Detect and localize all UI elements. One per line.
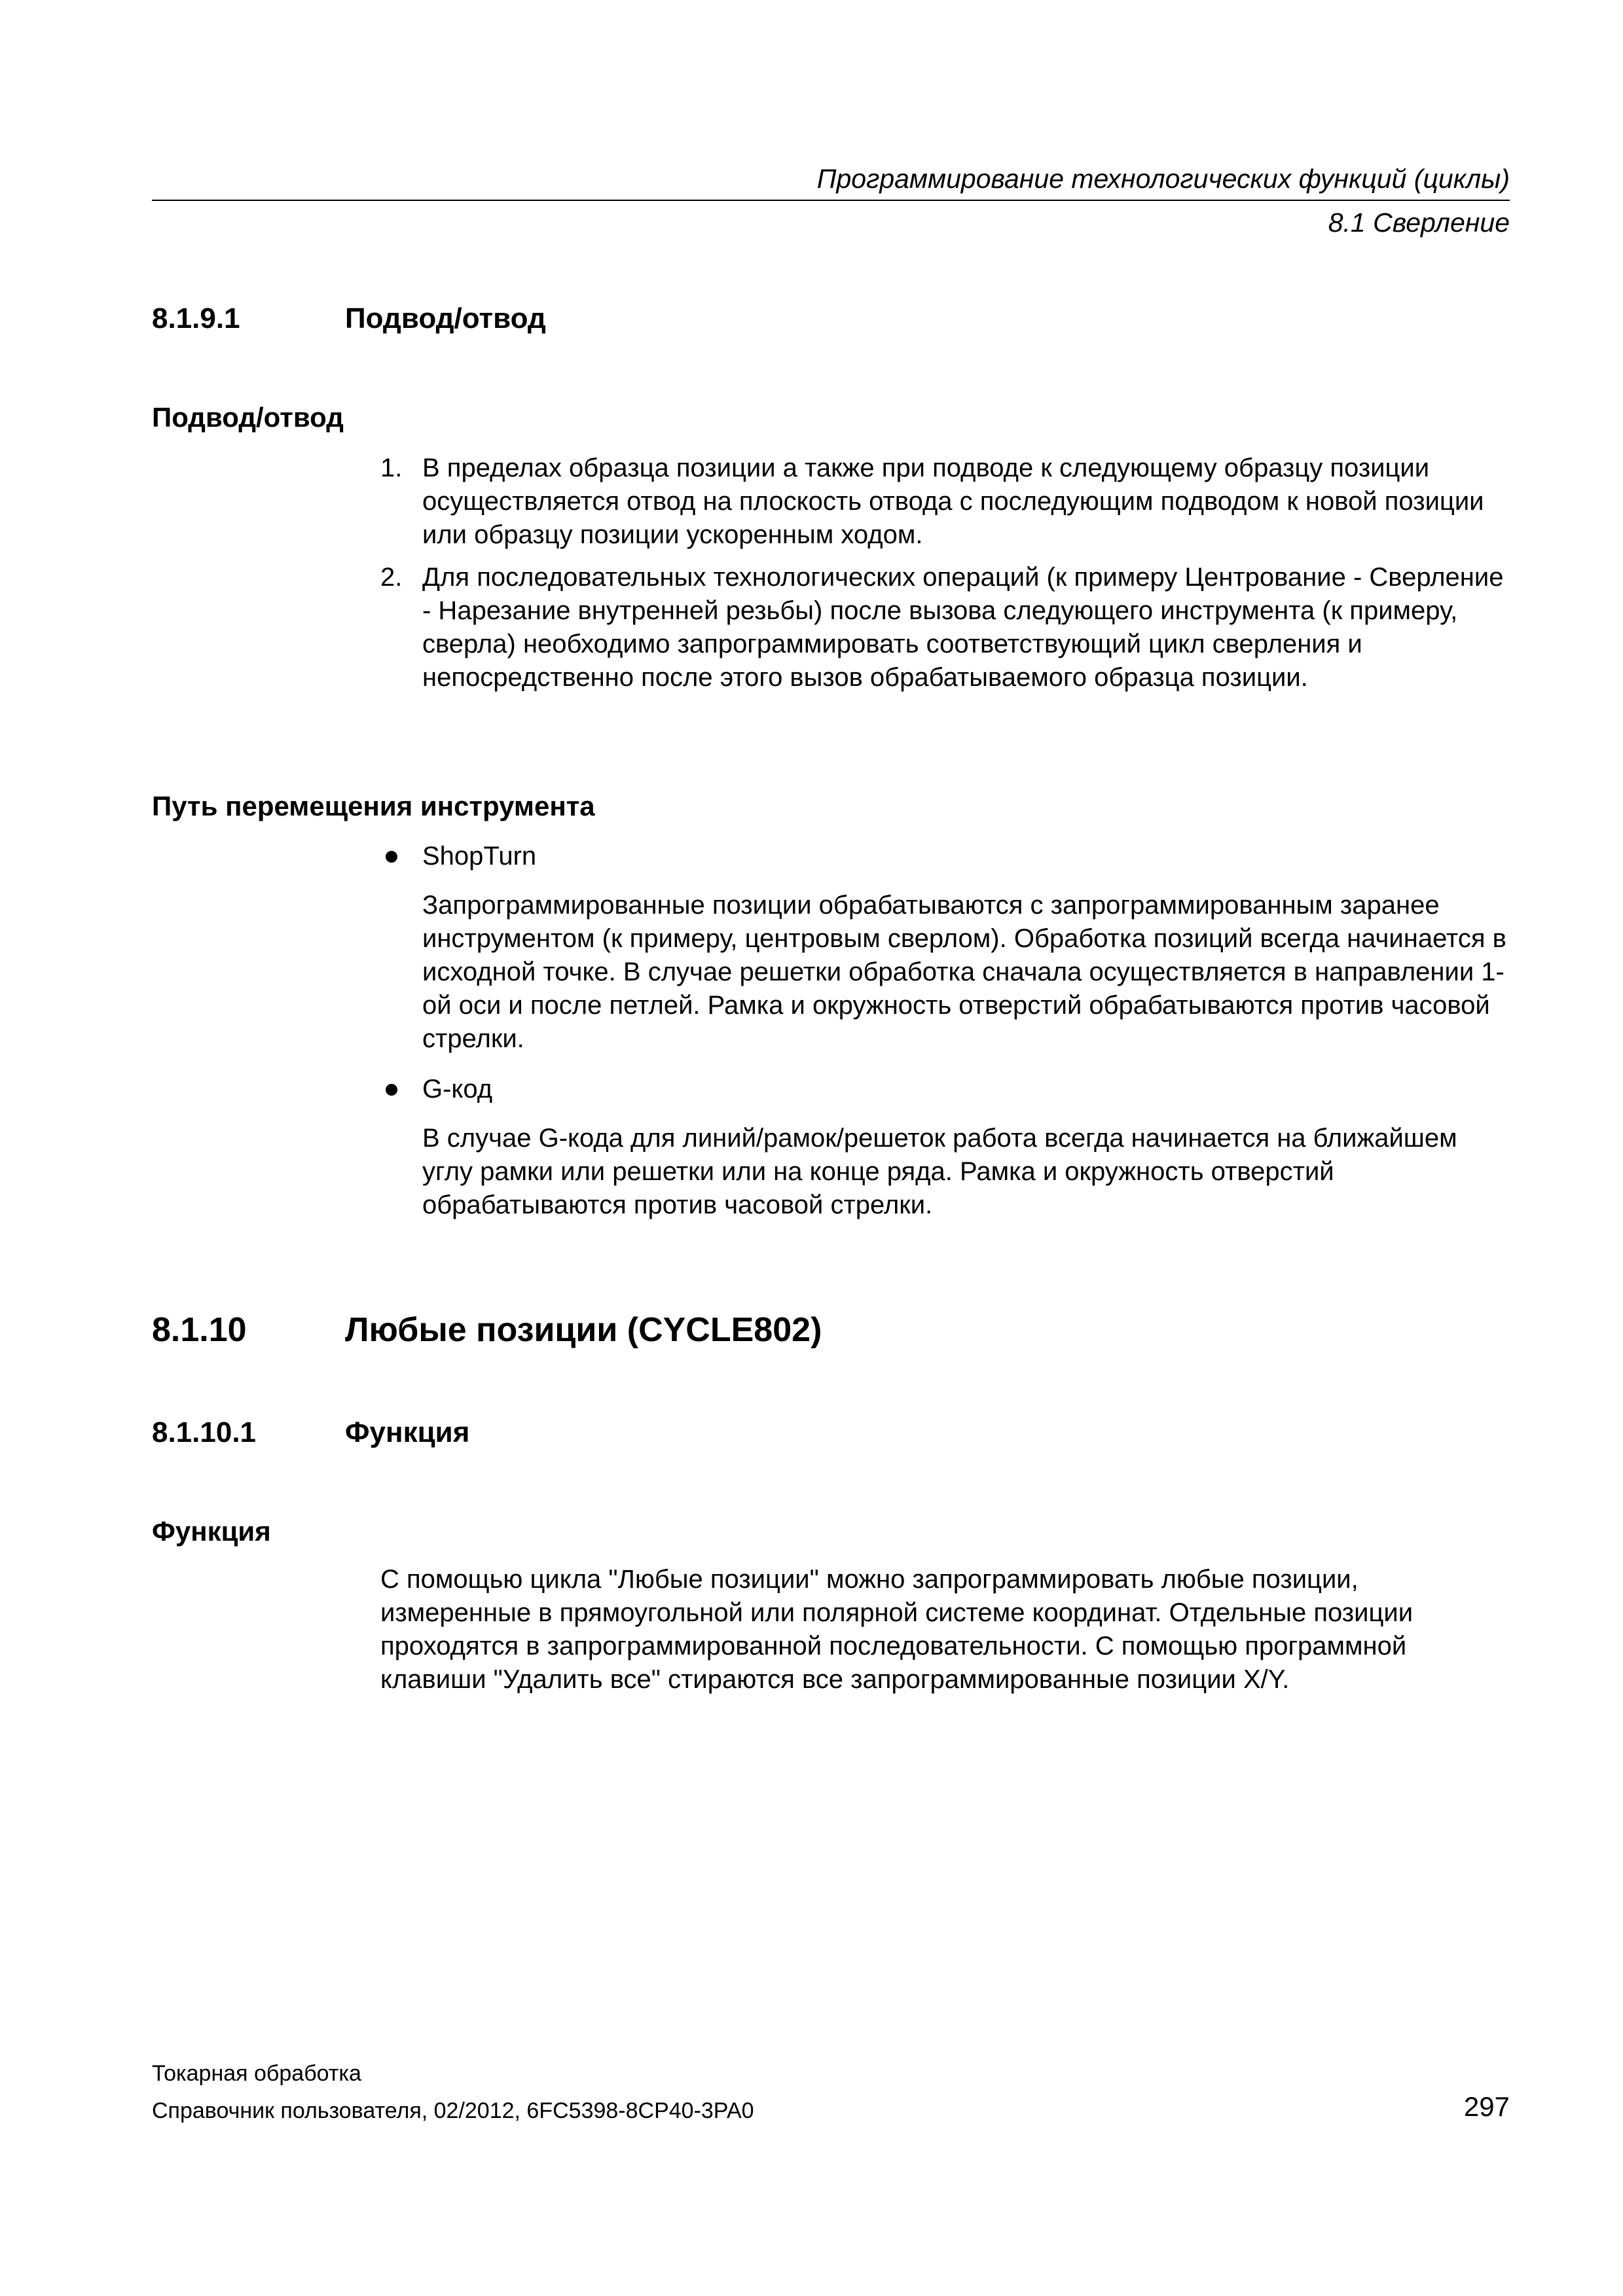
list-item — [380, 452, 1513, 552]
list-number: 1. — [380, 454, 403, 482]
function-paragraph: С помощью цикла "Любые позиции" можно запрограммировать любые позиции, измеренные в прямоугольной или полярной системе координат. Отдельные позиции проходятся в запрограммированной последовательности. С помощью программной клавиши "Удалить все" стираются все запрограммированные позиции X/Y. — [380, 1565, 1413, 1694]
list-paragraph: В случае G-кода для линий/рамок/решеток работа всегда начинается на ближайшем углу рамки или решетки или на конце ряда. Рамка и окружность отверстий обрабатываются против часовой стрелки. — [422, 1124, 1457, 1219]
list-item — [380, 561, 1513, 694]
approach-list — [380, 452, 1513, 704]
list-item — [380, 1073, 1513, 1106]
section-title: Любые позиции (CYCLE802) — [345, 1311, 822, 1349]
bullet-icon — [386, 1084, 397, 1096]
subheading-toolpath: Путь перемещения инструмента — [152, 791, 595, 821]
list-text: В пределах образца позиции а также при подводе к следующему образцу позиции осуществляется отвод на плоскость отвода с последующим подводом к новой позиции или образцу позиции ускоренным ходом. — [422, 454, 1484, 549]
toolpath-list — [380, 840, 1513, 1239]
section-number: 8.1.9.1 — [152, 302, 240, 334]
running-header-chapter: Программирование технологических функций (циклы) — [816, 164, 1510, 194]
running-header-section: 8.1 Сверление — [1328, 207, 1510, 238]
footer-manual-info: Справочник пользователя, 02/2012, 6FC5398-8CP40-3PA0 — [152, 2098, 754, 2123]
subheading-function: Функция — [152, 1516, 271, 1547]
bullet-icon — [386, 851, 397, 863]
list-label: ShopTurn — [422, 842, 537, 870]
section-title: Функция — [345, 1416, 470, 1448]
list-number: 2. — [380, 563, 403, 592]
list-item — [380, 840, 1513, 873]
footer-product: Токарная обработка — [152, 2061, 361, 2086]
list-paragraph: Запрограммированные позиции обрабатываются с запрограммированным заранее инструментом (к примеру, центровым сверлом). Обработка позиций всегда начинается в исходной точке. В случае решетки обработка сначала осуществляется в направлении 1-ой оси и после петлей. Рамка и окружность отверстий обрабатываются против часовой стрелки. — [422, 891, 1506, 1053]
header-rule — [152, 200, 1510, 201]
list-label: G-код — [422, 1075, 493, 1103]
subheading-approach: Подвод/отвод — [152, 402, 344, 433]
section-title: Подвод/отвод — [345, 302, 546, 334]
section-number: 8.1.10 — [152, 1311, 247, 1349]
section-number: 8.1.10.1 — [152, 1416, 257, 1448]
page-number: 297 — [1463, 2091, 1510, 2122]
list-text: Для последовательных технологических операций (к примеру Центрование - Сверление - Нарезание внутренней резьбы) после вызова следующего инструмента (к примеру, сверла) необходимо запрограммировать соответствующий цикл сверления и непосредственно после этого вызов обрабатываемого образца позиции. — [422, 563, 1504, 692]
